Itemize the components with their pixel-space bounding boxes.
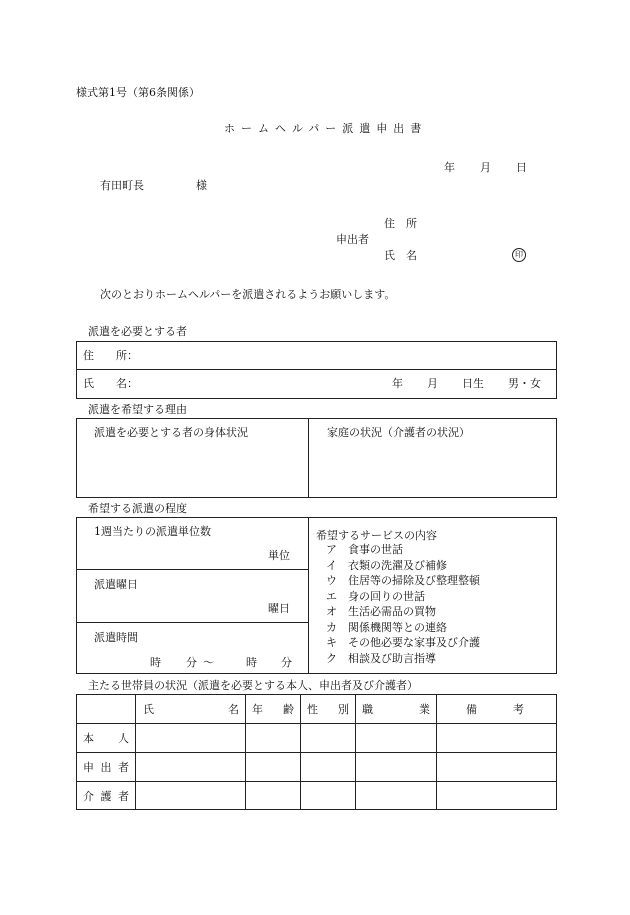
section1-divider (76, 369, 557, 370)
table-row-divider-2 (76, 752, 557, 753)
time-hour-2: 時 (246, 656, 257, 669)
col-header-notes: 備 考 (466, 703, 524, 716)
section2-heading: 派遣を希望する理由 (88, 403, 187, 416)
date-day-label: 日 (516, 161, 527, 174)
section1-heading: 派遣を必要とする者 (88, 325, 187, 338)
col-header-age: 年 齢 (252, 703, 294, 716)
applicant-label: 申出者 (336, 233, 369, 246)
service-item (326, 542, 480, 558)
subject-address-label: 住 所： (83, 349, 138, 362)
services-list (326, 542, 480, 666)
time-minute-1: 分 (186, 656, 197, 669)
family-condition-label: 家庭の状況（介護者の状況） (327, 426, 470, 439)
service-text: 生活必需品の買物 (348, 605, 436, 618)
table-col-divider-2 (245, 694, 246, 810)
service-text: 身の回りの世話 (348, 589, 425, 603)
dispatch-day-suffix: 曜日 (268, 602, 290, 615)
section3-divider (308, 517, 309, 674)
service-item (326, 573, 480, 589)
seal-mark: 印 (512, 248, 526, 262)
recipient-honorific: 様 (196, 179, 207, 192)
service-text: 相談及び助言指導 (348, 651, 436, 665)
section2-divider (308, 418, 309, 498)
dispatch-time-label: 派遣時間 (94, 631, 138, 644)
applicant-name-label: 氏 名 (384, 249, 417, 262)
service-text: 衣類の洗濯及び補修 (348, 558, 447, 572)
physical-condition-label: 派遣を必要とする者の身体状況 (94, 426, 248, 439)
table-row-divider-3 (76, 781, 557, 782)
dispatch-day-label: 派遣曜日 (94, 578, 138, 591)
time-hour-1: 時 (150, 656, 161, 669)
form-title: ホームヘルパー派遣申出書 (224, 122, 428, 135)
row-label-caregiver: 介 護 者 (83, 790, 129, 803)
birth-year-label: 年 (392, 377, 403, 390)
table-col-divider-3 (300, 694, 301, 810)
table-col-divider-4 (355, 694, 356, 810)
service-mark: ウ (326, 574, 337, 587)
col-header-job: 職 業 (362, 703, 430, 716)
services-title: 希望するサービスの内容 (316, 529, 437, 542)
intro-text: 次のとおりホームヘルパーを派遣されるようお願いします。 (100, 288, 396, 301)
service-item (326, 620, 480, 636)
section3-row-divider-2 (76, 622, 308, 623)
table-col-divider-1 (135, 694, 136, 810)
service-mark: イ (326, 558, 337, 572)
service-text: その他必要な家事及び介護 (348, 636, 480, 649)
section3-heading: 希望する派遣の程度 (88, 502, 187, 515)
date-year-label: 年 (444, 161, 455, 174)
table-col-divider-5 (436, 694, 437, 810)
gender-choice: 男・女 (508, 377, 541, 390)
service-item (326, 589, 480, 605)
row-label-self: 本 人 (83, 732, 129, 745)
table-row-divider-1 (76, 723, 557, 724)
service-text: 食事の世話 (348, 543, 403, 556)
service-mark: オ (326, 605, 337, 618)
units-suffix: 単位 (268, 549, 290, 562)
col-header-name: 氏 名 (143, 703, 239, 716)
service-item (326, 604, 480, 620)
service-item (326, 635, 480, 651)
service-item (326, 558, 480, 574)
subject-name-label: 氏 名： (83, 377, 138, 390)
service-mark: ク (326, 651, 337, 665)
weekly-units-label: 1週当たりの派遣単位数 (94, 525, 211, 538)
section3-row-divider-1 (76, 569, 308, 570)
service-mark: ア (326, 543, 337, 556)
birth-day-label: 日生 (462, 377, 484, 390)
service-mark: エ (326, 589, 337, 603)
row-label-applicant: 申 出 者 (83, 761, 129, 774)
section4-heading: 主たる世帯員の状況（派遣を必要とする本人、申出者及び介護者） (88, 679, 418, 692)
col-header-sex: 性 別 (307, 703, 349, 716)
date-month-label: 月 (480, 161, 491, 174)
form-number: 様式第1号（第6条関係） (76, 86, 200, 99)
service-mark: キ (326, 636, 337, 649)
service-text: 住居等の掃除及び整理整頓 (348, 574, 480, 587)
section1-box (76, 341, 557, 399)
service-text: 関係機関等との連絡 (348, 620, 447, 634)
birth-month-label: 月 (427, 377, 438, 390)
service-item (326, 651, 480, 667)
time-minute-2: 分 (281, 656, 292, 669)
applicant-address-label: 住 所 (384, 217, 417, 230)
service-mark: カ (326, 620, 337, 634)
time-tilde: ～ (203, 656, 214, 669)
recipient: 有田町長 (100, 179, 144, 192)
